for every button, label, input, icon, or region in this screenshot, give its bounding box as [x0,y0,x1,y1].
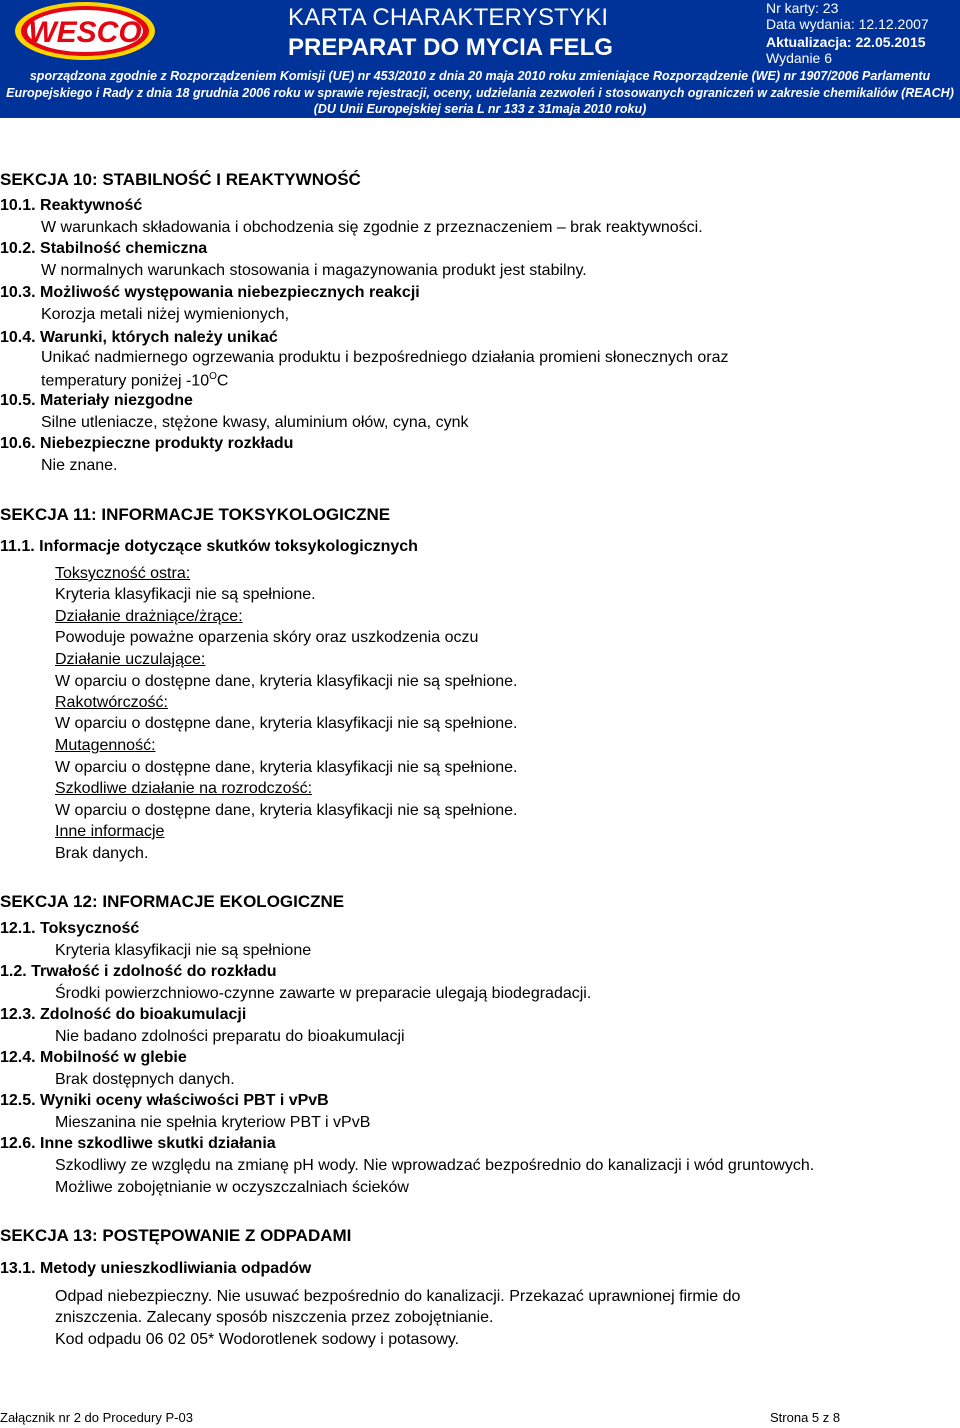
value-reproductive-toxicity: W oparciu o dostępne dane, kryteria klasyfikacji nie są spełnione. [55,802,518,819]
text-13-1b: zniszczenia. Zalecany sposób niszczenia przez zobojętnianie. [55,1309,494,1326]
subsection-10-1: 10.1. Reaktywność [0,197,143,214]
value-acute-toxicity: Kryteria klasyfikacji nie są spełnione. [55,586,316,603]
wesco-logo [10,0,160,62]
text-10-5: Silne utleniacze, stężone kwasy, aluminium ołów, cyna, cynk [41,414,469,431]
update-date: Aktualizacja: 22.05.2015 [766,34,926,50]
text-10-4b: temperatury poniżej $-10^OC$ [41,371,229,390]
label-other-info: Inne informacje [55,823,165,840]
regulation-line-3: (DU Unii Europejskiej seria L nr 133 z 31maja 2010 roku) [313,102,647,116]
text-10-3: Korozja metali niżej wymienionych, [41,306,290,323]
text-12-2: Środki powierzchniowo-czynne zawarte w preparacie ulegają biodegradacji. [55,985,592,1002]
section-13-title: SEKCJA 13: POSTĘPOWANIE Z ODPADAMI [0,1226,352,1245]
subsection-13-1: 13.1. Metody unieszkodliwiania odpadów [0,1260,312,1277]
text-12-6b: Możliwe zobojętnianie w oczyszczalniach ścieków [55,1179,409,1196]
section-12-title: SEKCJA 12: INFORMACJE EKOLOGICZNE [0,892,345,911]
text-12-1: Kryteria klasyfikacji nie są spełnione [55,942,312,959]
regulation-line-2: Europejskiego i Rady z dnia 18 grudnia 2006 roku w sprawie rejestracji, oceny, udzielania zezwoleń i stosowanych ograniczeń w zakresie chemikaliów (REACH) [6,86,954,100]
subsection-12-2: 1.2. Trwałość i zdolność do rozkładu [0,963,277,980]
label-carcinogenicity: Rakotwórczość: [55,694,168,711]
value-mutagenicity: W oparciu o dostępne dane, kryteria klasyfikacji nie są spełnione. [55,759,518,776]
text-10-2: W normalnych warunkach stosowania i magazynowania produkt jest stabilny. [41,262,587,279]
subsection-10-3: 10.3. Możliwość występowania niebezpiecznych reakcji [0,284,420,301]
label-irritation: Działanie drażniące/żrące: [55,608,243,625]
subsection-12-4: 12.4. Mobilność w glebie [0,1049,187,1066]
page-number: Strona 5 z 8 [770,1410,841,1425]
label-mutagenicity: Mutagenność: [55,737,156,754]
text-12-4: Brak dostępnych danych. [55,1071,235,1088]
label-reproductive-toxicity: Szkodliwe działanie na rozrodczość: [55,780,313,797]
section-10-title: SEKCJA 10: STABILNOŚĆ I REAKTYWNOŚĆ [0,170,361,189]
label-acute-toxicity: Toksyczność ostra: [55,565,191,582]
text-12-6a: Szkodliwy ze względu na zmianę pH wody. Nie wprowadzać bezpośrednio do kanalizacji i wód gruntowych. [55,1157,815,1174]
text-10-4a: Unikać nadmiernego ogrzewania produktu i bezpośredniego działania promieni słonecznych oraz [41,349,729,366]
subsection-10-4: 10.4. Warunki, których należy unikać [0,329,278,346]
issue-date: Data wydania: 12.12.2007 [766,16,929,32]
logo-text: WESCO [28,16,142,49]
text-10-6: Nie znane. [41,457,118,474]
document-title: KARTA CHARAKTERYSTYKI [288,4,609,31]
subsection-10-6: 10.6. Niebezpieczne produkty rozkładu [0,435,294,452]
section-11-title: SEKCJA 11: INFORMACJE TOKSYKOLOGICZNE [0,505,391,524]
product-name: PREPARAT DO MYCIA FELG [288,34,613,61]
value-carcinogenicity: W oparciu o dostępne dane, kryteria klasyfikacji nie są spełnione. [55,715,518,732]
value-other-info: Brak danych. [55,845,149,862]
value-irritation: Powoduje poważne oparzenia skóry oraz uszkodzenia oczu [55,629,479,646]
text-10-1: W warunkach składowania i obchodzenia się zgodnie z przeznaczeniem – brak reaktywności. [41,219,703,236]
text-12-3: Nie badano zdolności preparatu do bioakumulacji [55,1028,405,1045]
subsection-11-1: 11.1. Informacje dotyczące skutków toksykologicznych [0,538,418,555]
text-12-5: Mieszanina nie spełnia kryteriow PBT i vPvB [55,1114,371,1131]
footer-attachment: Załącznik nr 2 do Procedury P-03 [0,1410,193,1425]
subsection-12-6: 12.6. Inne szkodliwe skutki działania [0,1135,276,1152]
subsection-12-5: 12.5. Wyniki oceny właściwości PBT i vPvB [0,1092,329,1109]
value-sensitisation: W oparciu o dostępne dane, kryteria klasyfikacji nie są spełnione. [55,673,518,690]
subsection-12-3: 12.3. Zdolność do bioakumulacji [0,1006,247,1023]
label-sensitisation: Działanie uczulające: [55,651,206,668]
text-13-1c: Kod odpadu 06 02 05* Wodorotlenek sodowy i potasowy. [55,1331,460,1348]
card-number: Nr karty: 23 [766,0,839,16]
subsection-10-5: 10.5. Materiały niezgodne [0,392,193,409]
edition: Wydanie 6 [766,50,833,66]
subsection-10-2: 10.2. Stabilność chemiczna [0,240,208,257]
text-13-1a: Odpad niebezpieczny. Nie usuwać bezpośrednio do kanalizacji. Przekazać uprawnionej firmie do [55,1288,741,1305]
regulation-line-1: sporządzona zgodnie z Rozporządzeniem Komisji (UE) nr 453/2010 z dnia 20 maja 2010 roku zmieniające Rozporządzenie (WE) nr 1907/2006 Parlamentu [29,69,931,83]
subsection-12-1: 12.1. Toksyczność [0,920,140,937]
document-header [0,0,960,118]
